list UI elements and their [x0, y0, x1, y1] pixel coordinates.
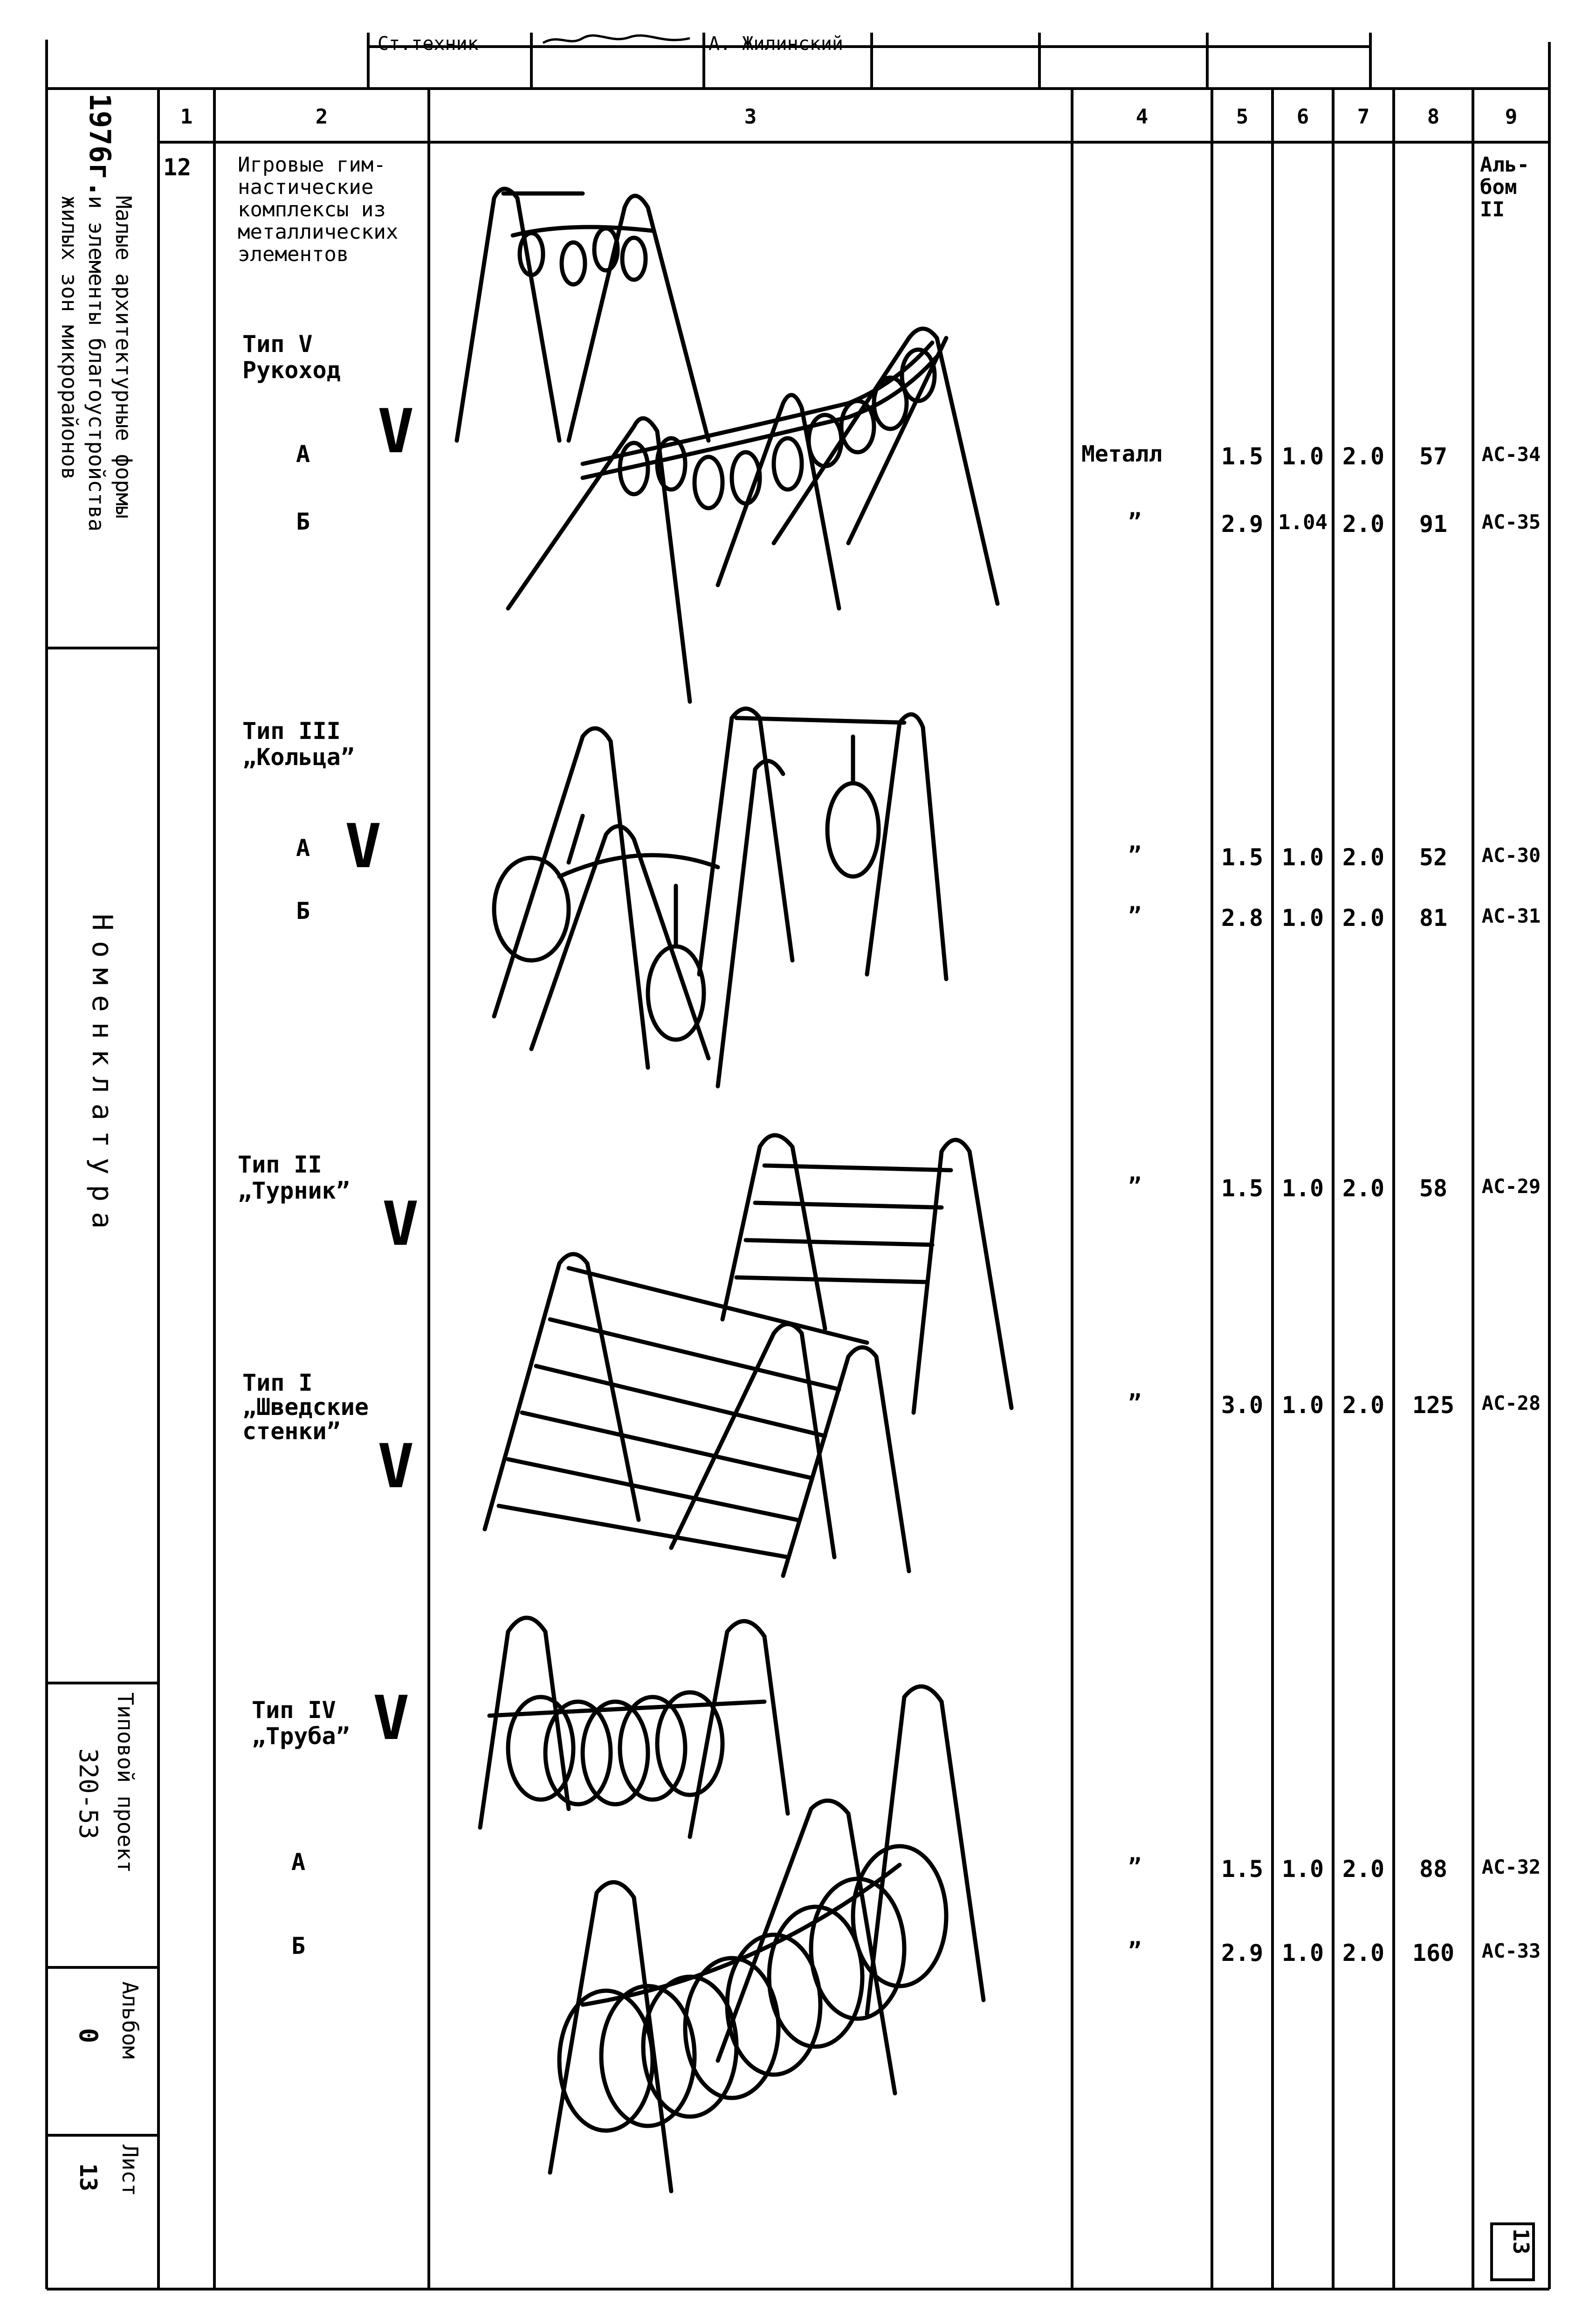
material-iii-b: ” — [1128, 903, 1142, 929]
val-iii-a-8: 52 — [1419, 844, 1448, 871]
check-mark: V — [378, 1431, 414, 1502]
variant-v-b: Б — [296, 508, 310, 535]
material-v-b: ” — [1128, 509, 1142, 535]
check-mark: V — [382, 1188, 419, 1259]
material-iii-a: ” — [1128, 842, 1142, 868]
variant-v-a: А — [296, 441, 310, 468]
val-v-b-6: 1.04 — [1278, 511, 1328, 534]
val-iii-a-5: 1.5 — [1221, 844, 1264, 871]
val-v-a-5: 1.5 — [1221, 443, 1264, 470]
val-ii-6: 1.0 — [1281, 1175, 1324, 1202]
val-v-a-7: 2.0 — [1342, 443, 1385, 470]
material-iv-b: ” — [1128, 1938, 1142, 1964]
side-album-number: 0 — [74, 2028, 103, 2043]
variant-iii-b: Б — [296, 897, 310, 924]
side-sheet-label: Лист — [117, 2145, 143, 2196]
val-iv-a-7: 2.0 — [1342, 1856, 1385, 1883]
val-iv-a-6: 1.0 — [1281, 1856, 1324, 1883]
val-v-b-5: 2.9 — [1221, 511, 1264, 538]
val-iv-b-8: 160 — [1412, 1939, 1455, 1966]
val-iv-a-9: АС-32 — [1481, 1856, 1541, 1878]
variant-iii-a: А — [296, 835, 310, 862]
side-album-label: Альбом — [117, 1981, 143, 2059]
val-iv-b-7: 2.0 — [1342, 1939, 1385, 1966]
val-i-7: 2.0 — [1342, 1392, 1385, 1419]
val-iii-b-8: 81 — [1419, 904, 1448, 931]
side-year: 1976г. — [83, 93, 117, 198]
illustration-rings — [429, 699, 1072, 1119]
illustration-tunnel — [429, 1594, 1072, 2215]
val-iv-b-9: АС-33 — [1481, 1939, 1541, 1962]
check-mark: V — [378, 396, 414, 467]
val-v-b-9: АС-35 — [1481, 511, 1541, 533]
col-header-1: 1 — [180, 105, 193, 129]
val-v-b-7: 2.0 — [1342, 511, 1385, 538]
col-header-3: 3 — [744, 105, 757, 129]
side-series-title: Малые архитектурные формы и элементы благоустройства жилых зон микрорайонов — [57, 196, 136, 532]
col-header-8: 8 — [1427, 105, 1440, 129]
val-iv-b-5: 2.9 — [1221, 1939, 1264, 1966]
val-i-9: АС-28 — [1481, 1392, 1541, 1414]
val-v-b-8: 91 — [1419, 511, 1448, 538]
check-mark: V — [345, 811, 382, 882]
material-v-a: Металл — [1081, 441, 1163, 467]
illustration-monkey-bars — [429, 142, 1072, 725]
val-iii-a-6: 1.0 — [1281, 844, 1324, 871]
val-iii-a-7: 2.0 — [1342, 844, 1385, 871]
val-i-5: 3.0 — [1221, 1392, 1264, 1419]
val-ii-9: АС-29 — [1481, 1175, 1541, 1198]
item-title: Игровые гим- настические комплексы из металлических элементов — [238, 153, 399, 266]
type-label-ii: Тип II „Турник” — [238, 1151, 350, 1204]
col-header-6: 6 — [1296, 105, 1309, 129]
album-ref: Аль- бом II — [1480, 153, 1529, 221]
material-i: ” — [1128, 1390, 1142, 1416]
val-iv-a-8: 88 — [1419, 1856, 1448, 1883]
side-doc-title: Номенклатура — [86, 914, 118, 1239]
material-ii: ” — [1128, 1173, 1142, 1199]
val-v-a-9: АС-34 — [1481, 443, 1541, 466]
col-header-5: 5 — [1236, 105, 1249, 129]
side-project-label: Типовой проект — [113, 1692, 138, 1873]
val-ii-8: 58 — [1419, 1175, 1448, 1202]
illustration-bars-and-wall — [429, 1110, 1072, 1599]
val-iv-b-6: 1.0 — [1281, 1939, 1324, 1966]
val-iii-a-9: АС-30 — [1481, 844, 1541, 867]
variant-iv-a: А — [291, 1849, 306, 1876]
page-stamp-number: 13 — [1508, 2228, 1534, 2255]
val-v-a-6: 1.0 — [1281, 443, 1324, 470]
type-label-iv: Тип IV „Труба” — [252, 1697, 350, 1750]
row-number: 12 — [163, 154, 192, 181]
val-i-6: 1.0 — [1281, 1392, 1324, 1419]
val-iii-b-5: 2.8 — [1221, 904, 1264, 931]
check-mark: V — [373, 1683, 410, 1753]
val-iv-a-5: 1.5 — [1221, 1856, 1264, 1883]
side-project-number: 320-53 — [74, 1748, 103, 1840]
side-sheet-number: 13 — [75, 2163, 102, 2192]
type-label-v: Тип V Рукоход — [242, 331, 341, 384]
type-label-i: Тип I „Шведские стенки” — [242, 1369, 369, 1445]
col-header-2: 2 — [315, 105, 328, 129]
val-v-a-8: 57 — [1419, 443, 1448, 470]
val-iii-b-7: 2.0 — [1342, 904, 1385, 931]
type-label-iii: Тип III „Кольца” — [242, 717, 355, 771]
val-iii-b-9: АС-31 — [1481, 904, 1541, 927]
material-iv-a: ” — [1128, 1854, 1142, 1880]
val-i-8: 125 — [1412, 1392, 1455, 1419]
stamp-role: Ст.техник — [378, 33, 479, 55]
stamp-name: А. Жилинский — [709, 33, 843, 55]
col-header-7: 7 — [1357, 105, 1370, 129]
variant-iv-b: Б — [291, 1932, 306, 1959]
val-ii-5: 1.5 — [1221, 1175, 1264, 1202]
val-ii-7: 2.0 — [1342, 1175, 1385, 1202]
val-iii-b-6: 1.0 — [1281, 904, 1324, 931]
col-header-4: 4 — [1135, 105, 1149, 129]
signature-image — [541, 34, 695, 47]
col-header-9: 9 — [1505, 105, 1518, 129]
